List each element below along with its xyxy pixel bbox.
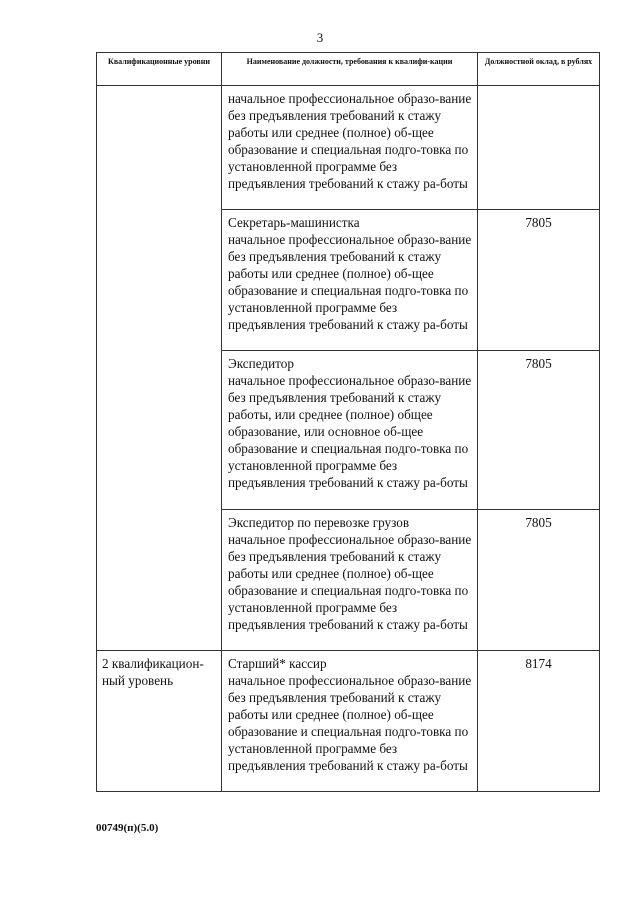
salary-cell: 7805 <box>478 510 600 651</box>
position-title: Экспедитор по перевозке грузов <box>228 515 410 530</box>
table-header-row <box>97 53 600 86</box>
position-cell <box>222 86 478 210</box>
document-code: 00749(п)(5.0) <box>96 822 159 834</box>
salary-cell: 7805 <box>478 351 600 510</box>
requirements-text: начальное профессиональное образо-вание без предъявления требований к стажу работы или среднее (полное) об-щее образование и специальная подго-товка по установленной программе без предъявления требований к стажу ра-боты <box>228 91 472 191</box>
table-row <box>97 86 600 210</box>
requirements-text: начальное профессиональное образо-вание без предъявления требований к стажу работы или среднее (полное) об-щее образование и специальная подго-товка по установленной программе без предъявления требований к стажу ра-боты <box>228 673 472 773</box>
salary-cell: 8174 <box>478 651 600 792</box>
level-cell <box>97 86 222 651</box>
requirements-text: начальное профессиональное образо-вание без предъявления требований к стажу работы или среднее (полное) об-щее образование и специальная подго-товка по установленной программе без предъявления требований к стажу ра-боты <box>228 232 472 332</box>
requirements-text: начальное профессиональное образо-вание без предъявления требований к стажу работы, или среднее (полное) общее образование, или основное об-щее образование и специальная подго-товка по установленной программе без предъявления требований к стажу ра-боты <box>228 373 472 490</box>
qualification-table <box>96 52 600 792</box>
position-cell <box>222 351 478 510</box>
level-cell: 2 квалификацион-ный уровень <box>97 651 222 792</box>
position-title: Старший* кассир <box>228 656 327 671</box>
table-row <box>97 651 600 792</box>
header-salary: Должностной оклад, в рублях <box>478 53 600 86</box>
position-cell <box>222 210 478 351</box>
position-cell <box>222 510 478 651</box>
position-title: Секретарь-машинистка <box>228 215 360 230</box>
salary-cell: 7805 <box>478 210 600 351</box>
header-position-requirements: Наименование должности, требования к квалифи-кации <box>222 53 478 86</box>
salary-cell <box>478 86 600 210</box>
requirements-text: начальное профессиональное образо-вание без предъявления требований к стажу работы или среднее (полное) об-щее образование и специальная подго-товка по установленной программе без предъявления требований к стажу ра-боты <box>228 532 472 632</box>
page-number: 3 <box>316 30 324 45</box>
header-qualification-levels: Квалификационные уровни <box>97 53 222 86</box>
position-cell <box>222 651 478 792</box>
position-title: Экспедитор <box>228 356 294 371</box>
